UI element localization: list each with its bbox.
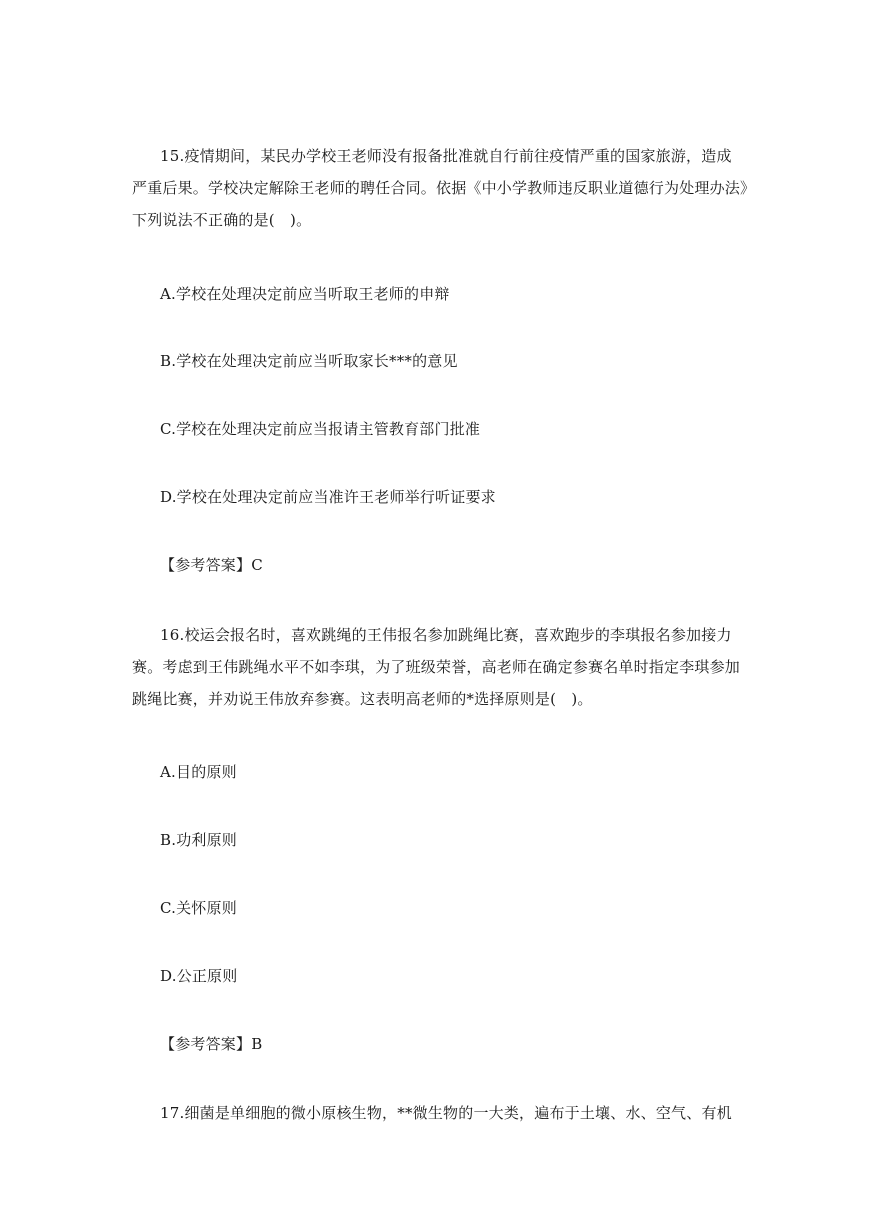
question-16-option-a: A.目的原则 <box>160 763 237 781</box>
question-15-option-b: B.学校在处理决定前应当听取家长***的意见 <box>160 352 458 370</box>
question-15-text-line-1: 15.疫情期间，某民办学校王老师没有报备批准就自行前往疫情严重的国家旅游，造成 <box>160 147 732 165</box>
question-15-option-d: D.学校在处理决定前应当准许王老师举行听证要求 <box>160 488 496 506</box>
question-16-option-b: B.功利原则 <box>160 831 237 849</box>
question-15-text-line-3: 下列说法不正确的是( )。 <box>132 211 312 229</box>
question-16-text-line-3: 跳绳比赛，并劝说王伟放弃参赛。这表明高老师的*选择原则是( )。 <box>132 690 593 708</box>
question-15-text-line-2: 严重后果。学校决定解除王老师的聘任合同。依据《中小学教师违反职业道德行为处理办法》 <box>132 179 756 197</box>
question-15-answer: 【参考答案】C <box>160 556 263 574</box>
question-15-option-c: C.学校在处理决定前应当报请主管教育部门批准 <box>160 420 481 438</box>
question-17-text-line-1: 17.细菌是单细胞的微小原核生物，**微生物的一大类，遍布于土壤、水、空气、有机 <box>160 1104 732 1122</box>
question-16-option-c: C.关怀原则 <box>160 899 237 917</box>
question-16-text-line-2: 赛。考虑到王伟跳绳水平不如李琪，为了班级荣誉，高老师在确定参赛名单时指定李琪参加 <box>132 658 741 676</box>
question-16-option-d: D.公正原则 <box>160 967 238 985</box>
question-16-text-line-1: 16.校运会报名时，喜欢跳绳的王伟报名参加跳绳比赛，喜欢跑步的李琪报名参加接力 <box>160 626 732 644</box>
question-16-answer: 【参考答案】B <box>160 1035 263 1053</box>
question-15-option-a: A.学校在处理决定前应当听取王老师的申辩 <box>160 285 450 303</box>
